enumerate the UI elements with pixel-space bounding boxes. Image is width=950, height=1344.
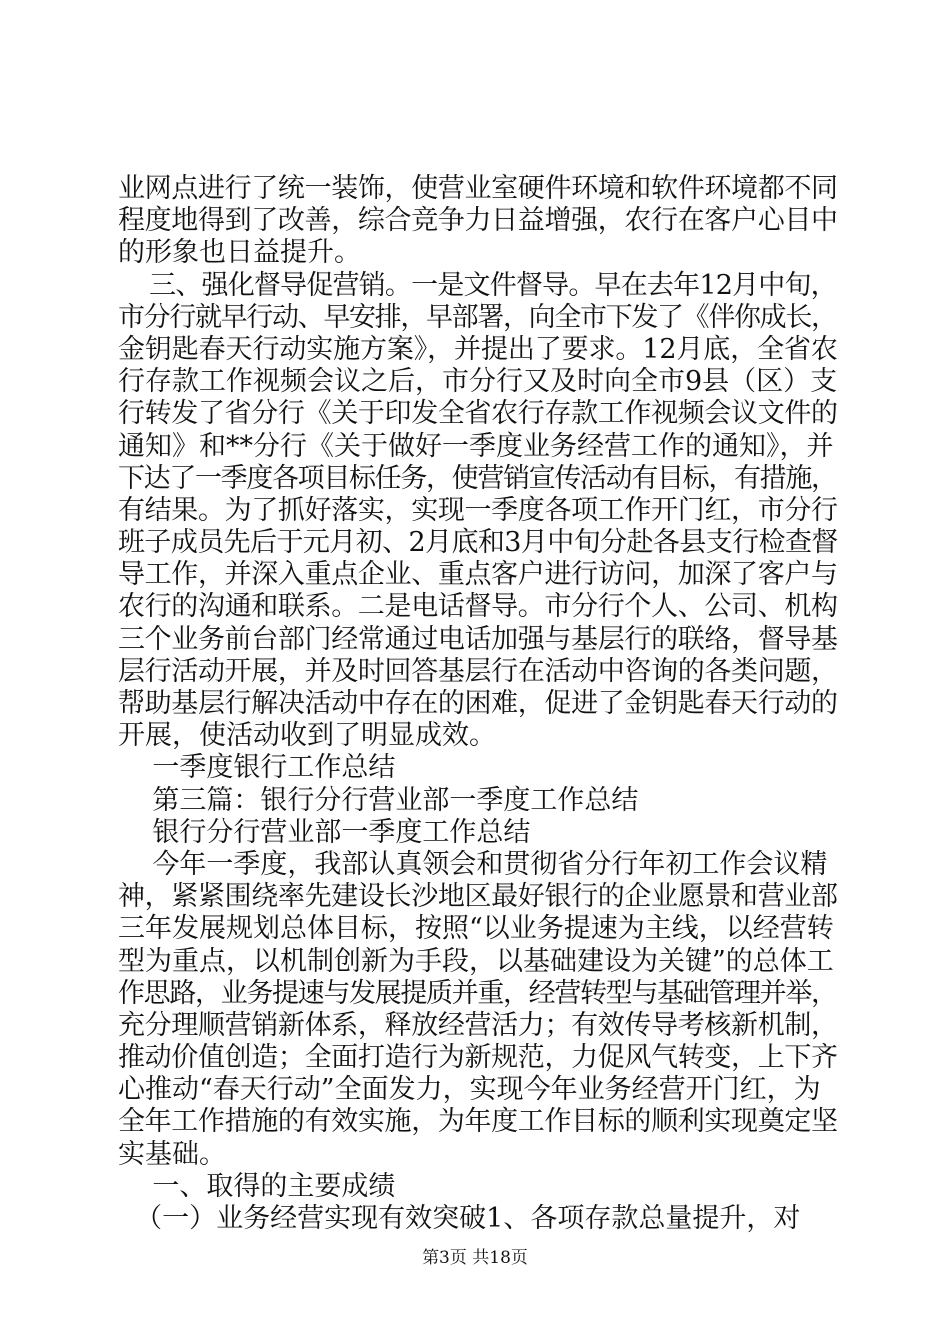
text-line: 通知》和**分行《关于做好一季度业务经营工作的通知》，并 [118,430,834,462]
text-line: 有结果。为了抓好落实，实现一季度各项工作开门红，市分行 [118,494,838,526]
text-line: 全年工作措施的有效实施，为年度工作目标的顺利实现奠定坚 [118,1106,838,1138]
text-line: 导工作，并深入重点企业、重点客户进行访问，加深了客户与 [118,559,838,591]
text-line: 型为重点，以机制创新为手段，以基础建设为关键”的总体工 [118,945,834,977]
text-line: 下达了一季度各项目标任务，使营销宣传活动有目标，有措施， [118,462,837,494]
text-line: 行存款工作视频会议之后，市分行又及时向全市9县（区）支 [118,366,838,398]
text-line: 今年一季度，我部认真领会和贯彻省分行年初工作会议精 [118,848,828,880]
text-line: 一、取得的主要成绩 [118,1170,396,1202]
text-line: 层行活动开展，并及时回答基层行在活动中咨询的各类问题， [118,655,838,687]
page-footer: 第3页 共18页 [422,1248,528,1268]
text-line: （一）业务经营实现有效突破1、各项存款总量提升，对 [118,1203,801,1234]
text-line: 作思路，业务提速与发展提质并重，经营转型与基础管理并举， [118,977,837,1009]
text-line: 充分理顺营销新体系，释放经营活力；有效传导考核新机制， [118,1009,838,1041]
text-line: 农行的沟通和联系。二是电话督导。市分行个人、公司、机构 [118,591,838,623]
text-line: 神，紧紧围绕率先建设长沙地区最好银行的企业愿景和营业部 [118,881,838,913]
text-line: 三、强化督导促营销。一是文件督导。早在去年12月中旬， [118,269,837,301]
text-line: 帮助基层行解决活动中存在的困难，促进了金钥匙春天行动的 [118,688,838,719]
text-line: 业网点进行了统一装饰，使营业室硬件环境和软件环境都不同 [118,173,838,204]
text-line: 三年发展规划总体目标，按照“以业务提速为主线，以经营转 [118,913,834,945]
text-line: 心推动“春天行动”全面发力，实现今年业务经营开门红，为 [118,1074,821,1106]
text-line: 开展，使活动收到了明显成效。 [118,720,496,752]
text-line: 行转发了省分行《关于印发全省农行存款工作视频会议文件的 [118,398,838,430]
document-body [118,173,838,1235]
text-line: 程度地得到了改善，综合竞争力日益增强，农行在客户心目中 [118,205,838,237]
text-line: 银行分行营业部一季度工作总结 [118,816,531,848]
text-line: 金钥匙春天行动实施方案》，并提出了要求。12月底，全省农 [118,333,838,365]
text-line: 的形象也日益提升。 [118,237,361,269]
text-line: 实基础。 [118,1138,226,1170]
text-line: 三个业务前台部门经常通过电话加强与基层行的联络，督导基 [118,623,838,655]
text-line: 班子成员先后于元月初、2月底和3月中旬分赴各县支行检查督 [118,527,838,559]
text-line: 第三篇：银行分行营业部一季度工作总结 [118,784,639,816]
text-line: 一季度银行工作总结 [118,752,396,784]
text-line: 市分行就早行动、早安排，早部署，向全市下发了《伴你成长， [118,301,837,333]
text-line: 推动价值创造；全面打造行为新规范，力促风气转变，上下齐 [118,1042,838,1074]
